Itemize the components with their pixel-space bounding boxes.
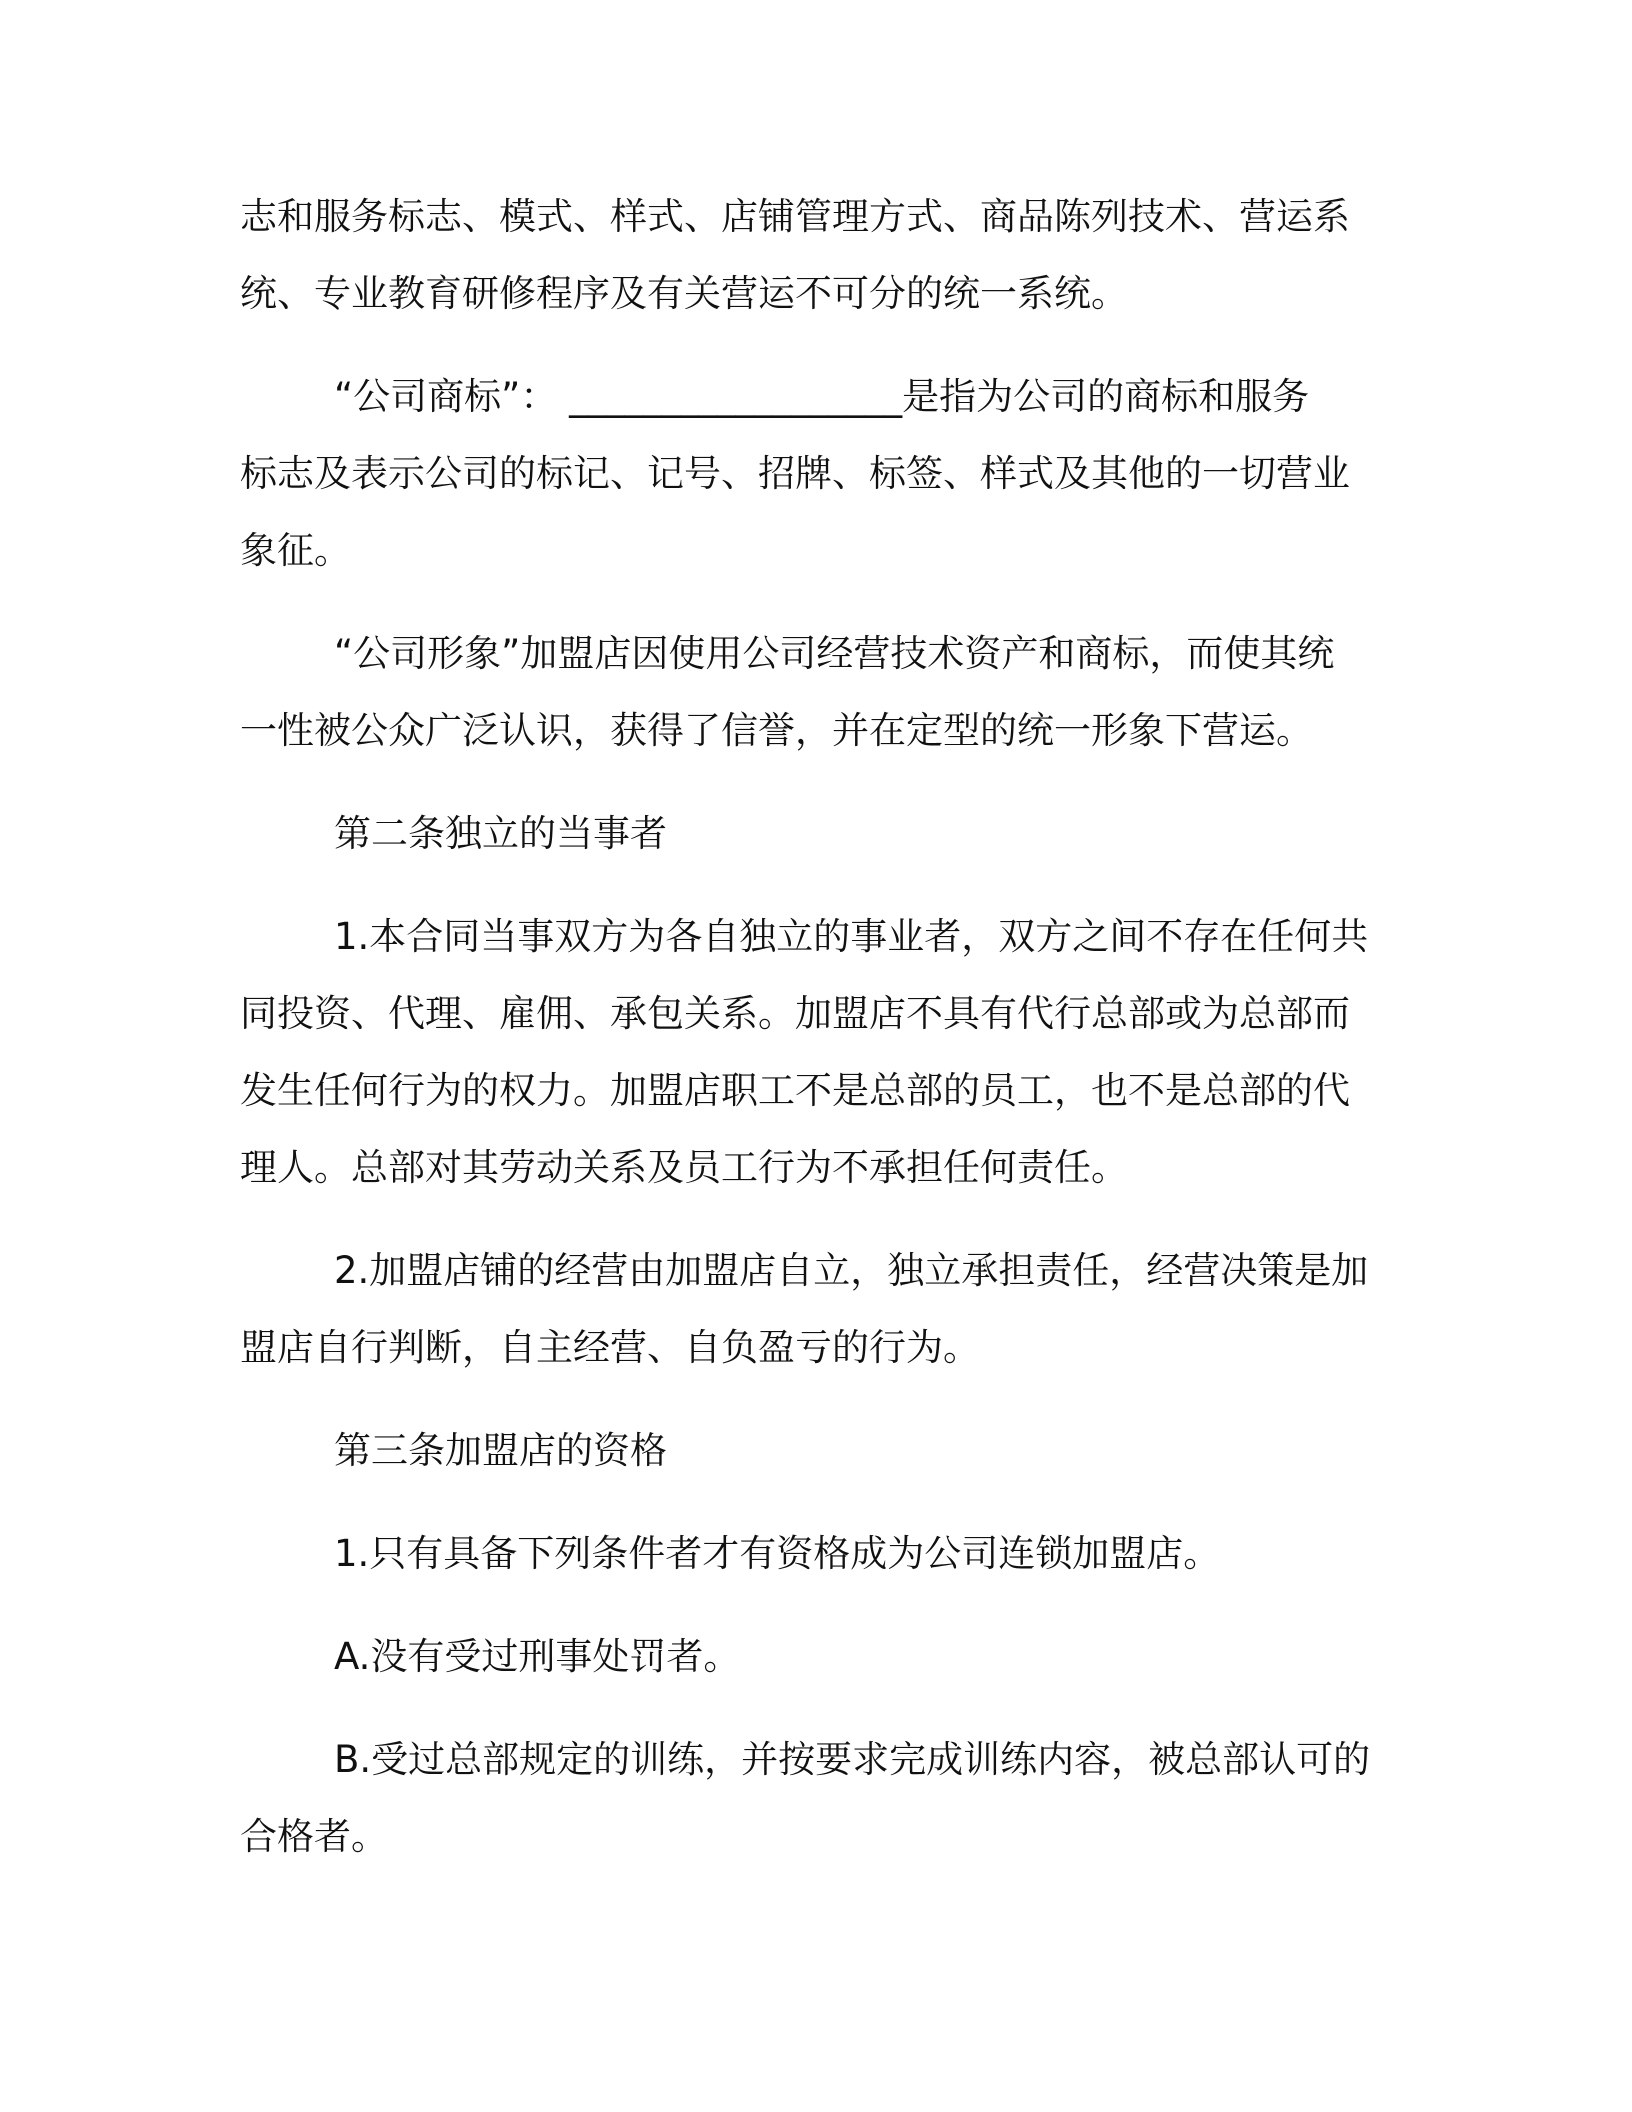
- text-line: 盟店自行判断，自主经营、自负盈亏的行为。: [240, 1326, 980, 1369]
- text-line: “公司商标”： __________________是指为公司的商标和服务: [334, 375, 1310, 418]
- text-line: 1.本合同当事双方为各自独立的事业者，双方之间不存在任何共: [334, 915, 1369, 958]
- continuation-paragraph: [240, 178, 1392, 332]
- text-line: 合格者。: [240, 1815, 388, 1858]
- text-line: 统、专业教育研修程序及有关营运不可分的统一系统。: [240, 272, 1128, 315]
- text-line: B.受过总部规定的训练，并按要求完成训练内容，被总部认可的: [334, 1738, 1371, 1781]
- section-heading-article-3: [240, 1412, 1392, 1489]
- definition-paragraph-image: [240, 615, 1392, 769]
- text-line: 标志及表示公司的标记、记号、招牌、标签、样式及其他的一切营业: [240, 452, 1350, 495]
- definition-paragraph-trademark: [240, 358, 1392, 589]
- sub-item-b: [240, 1721, 1392, 1875]
- text-line: 理人。总部对其劳动关系及员工行为不承担任何责任。: [240, 1146, 1128, 1189]
- section-heading: 第二条独立的当事者: [334, 812, 667, 855]
- text-line: 发生任何行为的权力。加盟店职工不是总部的员工，也不是总部的代: [240, 1069, 1350, 1112]
- section-heading-article-2: [240, 795, 1392, 872]
- section-heading: 第三条加盟店的资格: [334, 1429, 667, 1472]
- sub-item-a: [240, 1618, 1392, 1695]
- clause-item-2-2: [240, 1232, 1392, 1386]
- clause-item-3-1: [240, 1515, 1392, 1592]
- text-line: 1.只有具备下列条件者才有资格成为公司连锁加盟店。: [334, 1532, 1221, 1575]
- text-line: “公司形象”加盟店因使用公司经营技术资产和商标，而使其统: [334, 632, 1335, 675]
- text-line: A.没有受过刑事处罚者。: [334, 1635, 741, 1678]
- clause-item-2-1: [240, 898, 1392, 1206]
- text-line: 一性被公众广泛认识，获得了信誉，并在定型的统一形象下营运。: [240, 709, 1313, 752]
- text-line: 志和服务标志、模式、样式、店铺管理方式、商品陈列技术、营运系: [240, 195, 1350, 238]
- text-line: 2.加盟店铺的经营由加盟店自立，独立承担责任，经营决策是加: [334, 1249, 1369, 1292]
- text-line: 象征。: [240, 529, 351, 572]
- text-line: 同投资、代理、雇佣、承包关系。加盟店不具有代行总部或为总部而: [240, 992, 1350, 1035]
